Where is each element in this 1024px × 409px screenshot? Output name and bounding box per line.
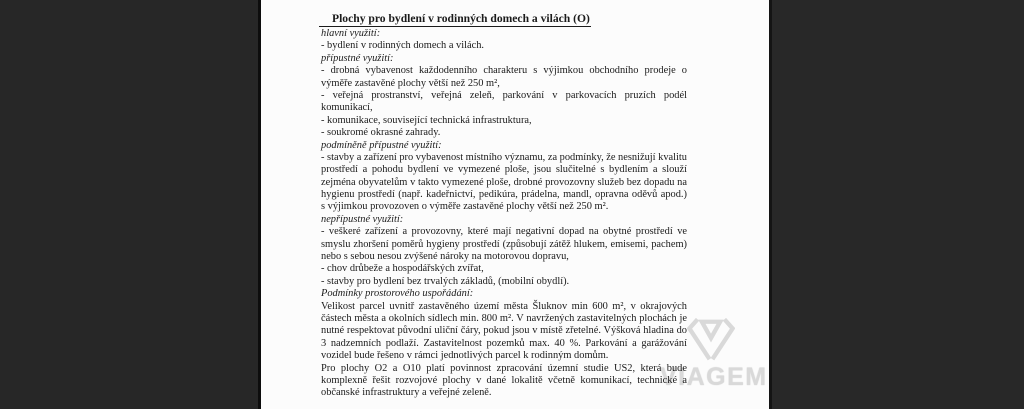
text-line: komplexně řešit rozvojové plochy v dané lokalitě včetně komunikací, technické a	[321, 374, 687, 386]
document-text-block	[321, 12, 687, 400]
viagem-logo-icon	[687, 315, 735, 365]
text-line: smyslu zhoršení poměrů hygieny prostředí (způsobují zátěž hlukem, emisemi, pachem)	[321, 238, 687, 250]
text-line: nebo s sebou nesou zvýšené nároky na motorovou dopravu,	[321, 251, 569, 263]
watermark-text: VIAGEM	[660, 363, 768, 391]
text-line: - soukromé okrasné zahrady.	[321, 127, 441, 139]
text-line: - chov drůbeže a hospodářských zvířat,	[321, 263, 484, 275]
text-line: občanské infrastruktury a veřejné zeleně.	[321, 387, 492, 399]
text-line: přípustné využití:	[321, 52, 394, 64]
document-page	[261, 0, 769, 409]
text-line: - komunikace, související technická infrastruktura,	[321, 114, 532, 126]
document-title	[321, 12, 687, 28]
text-line: hlavní využití:	[321, 28, 381, 39]
text-line: - stavby a zařízení pro vybavenost místního významu, za podmínky, že nesnižují kvalitu	[321, 151, 687, 163]
text-line: 3 nadzemních podlaží. Zastavitelnost pozemků max. 40 %. Parkování a garážování	[321, 337, 687, 349]
text-line: podmíněně přípustné využití:	[321, 139, 442, 151]
text-line: prostředí a pohodu bydlení ve vymezené ploše, jsou slučitelné s bydlením a slouží	[321, 164, 687, 176]
text-line: hygienu prostředí (např. kadeřnictví, pedikúra, prádelna, mandl, opravna oděvů apod.)	[321, 189, 687, 201]
document-lines	[321, 28, 687, 400]
text-line: Pro plochy O2 a O10 platí povinnost zpracování územní studie US2, která bude	[321, 362, 687, 374]
text-line: s výjimkou provozoven o výměře zastavěné plochy větší než 250 m².	[321, 201, 609, 213]
text-line: vozidel bude řešeno v rámci jednotlivých parcel k rodinným domům.	[321, 350, 609, 362]
text-line: - veškeré zařízení a provozovny, které mají negativní dopad na obytné prostředí ve	[321, 226, 687, 238]
text-line: - drobná vybavenost každodenního charakteru s výjimkou obchodního prodeje o	[321, 65, 687, 77]
text-line: komunikací,	[321, 102, 373, 114]
text-line: nutné respektovat původní uliční čáry, pokud jsou v místě zřetelné. Výšková hladina do	[321, 325, 687, 337]
text-line: - bydlení v rodinných domech a vilách.	[321, 40, 485, 52]
text-line: zejména obyvatelům v takto vymezené ploše, drobné provozovny služeb bez dopadu na	[321, 176, 687, 188]
text-line: Velikost parcel uvnitř zastavěného území města Šluknov min 600 m², v okrajových	[321, 300, 687, 312]
text-line: částech města a okolních sídlech min. 800 m². V navržených zastavitelných plochách je	[321, 312, 687, 324]
right-background-bar	[769, 0, 1024, 409]
document-title-text: Plochy pro bydlení v rodinných domech a vilách (O)	[319, 12, 591, 27]
text-line: výměře zastavěné plochy větší než 250 m²,	[321, 77, 500, 89]
text-line: - stavby pro bydlení bez trvalých základů, (mobilní obydlí).	[321, 275, 570, 287]
text-line: Podmínky prostorového uspořádání:	[321, 288, 474, 300]
text-line: - veřejná prostranství, veřejná zeleň, parkování v parkovacích pruzích podél	[321, 89, 687, 101]
text-line: nepřípustné využití:	[321, 213, 404, 225]
left-background-bar	[0, 0, 261, 409]
